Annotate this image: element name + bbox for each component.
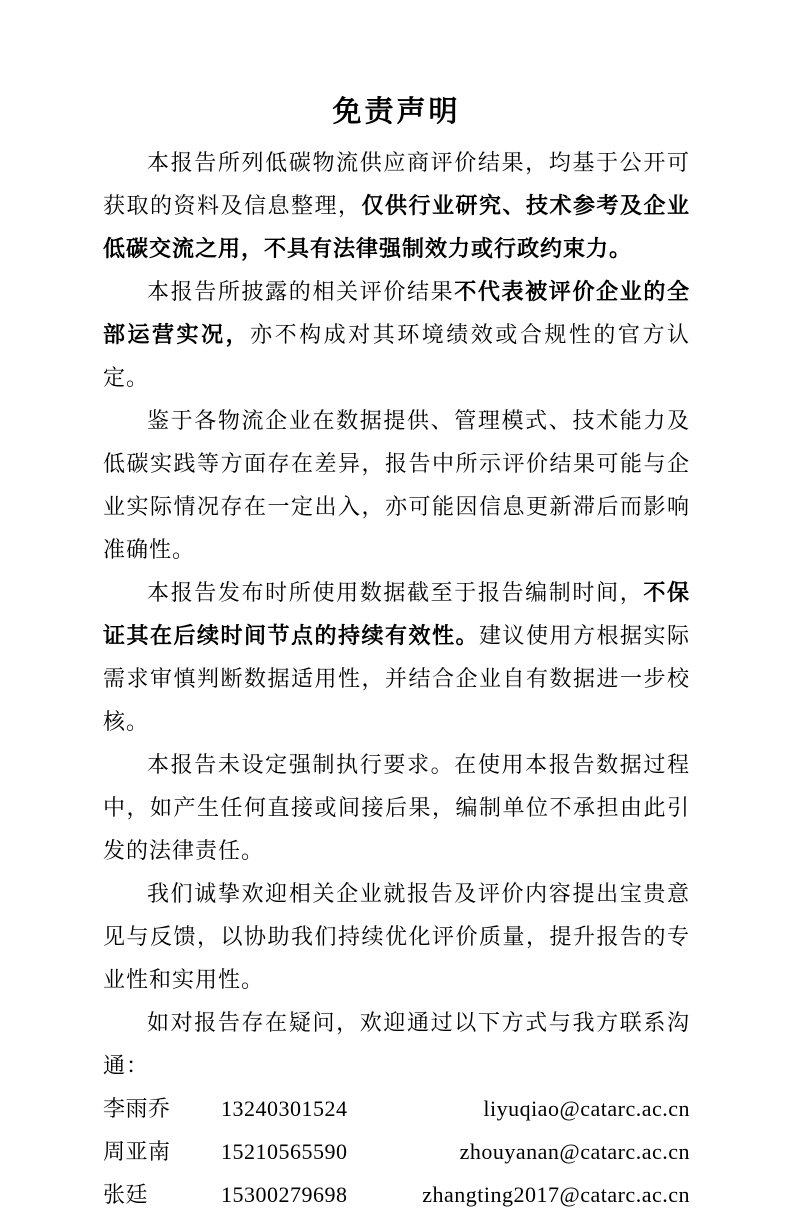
disclaimer-body [103,141,690,1216]
contact-phone: 15300279698 [221,1182,348,1207]
text-run: 亦不构成对其环境绩效或合规性的官方认定。 [103,322,690,390]
text-run-bold: 不保证其在后续时间节点的持续有效性。 [103,580,690,648]
text-run: 我们诚挚欢迎相关企业就报告及评价内容提出宝贵意见与反馈，以协助我们持续优化评价质量，提升报告的专业性和实用性。 [103,881,690,992]
text-run: 本报告发布时所使用数据截至于报告编制时间， [147,580,644,605]
contact-name: 李雨乔 [103,1096,171,1121]
contact-row [103,1130,690,1173]
paragraph-3 [103,399,690,571]
contact-phone: 15210565590 [221,1139,348,1164]
contact-email: zhangting2017@catarc.ac.cn [422,1182,690,1207]
text-run-bold: 仅供行业研究、技术参考及企业低碳交流之用，不具有法律强制效力或行政约束力。 [103,193,690,261]
paragraph-4 [103,571,690,743]
contact-name: 张廷 [103,1182,149,1207]
contact-list [103,1087,690,1216]
text-run: 本报告所披露的相关评价结果 [147,279,455,304]
paragraph-6 [103,872,690,1001]
contact-email: zhouyanan@catarc.ac.cn [459,1139,690,1164]
contact-row [103,1087,690,1130]
text-run: 本报告未设定强制执行要求。在使用本报告数据过程中，如产生任何直接或间接后果，编制单位不承担由此引发的法律责任。 [103,752,690,863]
text-run: 建议使用方根据实际需求审慎判断数据适用性，并结合企业自有数据进一步校核。 [103,623,690,734]
paragraph-2 [103,270,690,399]
paragraph-5 [103,743,690,872]
text-run: 本报告所列低碳物流供应商评价结果，均基于公开可获取的资料及信息整理， [103,150,690,218]
page-title: 免责声明 [332,96,461,128]
contact-email: liyuqiao@catarc.ac.cn [483,1096,690,1121]
text-run: 鉴于各物流企业在数据提供、管理模式、技术能力及低碳实践等方面存在差异，报告中所示评价结果可能与企业实际情况存在一定出入，亦可能因信息更新滞后而影响准确性。 [103,408,690,562]
text-run: 如对报告存在疑问，欢迎通过以下方式与我方联系沟通： [103,1010,690,1078]
paragraph-1 [103,141,690,270]
contact-phone: 13240301524 [221,1096,348,1121]
paragraph-7 [103,1001,690,1087]
contact-row [103,1173,690,1216]
contact-name: 周亚南 [103,1139,171,1164]
text-run-bold: 不代表被评价企业的全部运营实况， [103,279,690,347]
